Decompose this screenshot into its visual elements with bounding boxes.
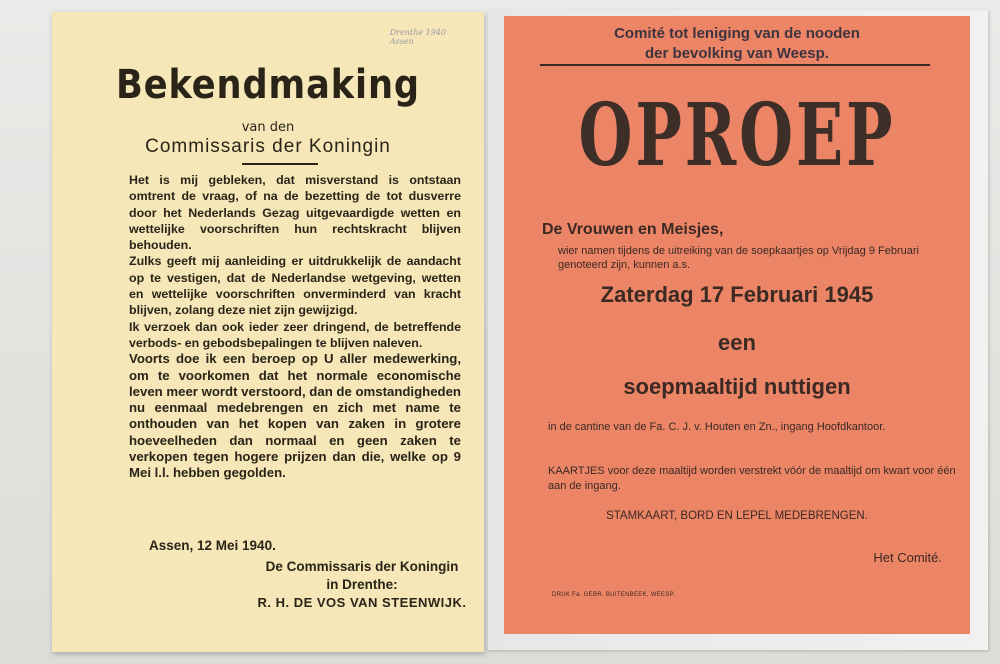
paragraph-4: Voorts doe ik een beroep op U aller medewerking, om te voorkomen dat het normale economische leven meer wordt verstoord, dan de omstandigheden nu eenmaal medebrengen en zich met name te onthouden van het kopen van zaken in grotere hoeveelheden dan normaal en geen zaken te verkopen tegen hogere prijzen dan die, welke op 9 Mei l.l. hebben gegolden.	[129, 351, 461, 481]
committee-signature: Het Comité.	[873, 550, 942, 565]
divider	[540, 64, 930, 66]
pencil-note-line-2: Assen	[389, 37, 414, 46]
event-date: Zaterdag 17 Februari 1945	[600, 282, 874, 307]
committee-line-2: der bevolking van Weesp.	[645, 45, 829, 62]
event-connector: een	[718, 330, 756, 355]
announcement-body	[129, 172, 461, 482]
printer-credit: DRUK Fa. GEBR. BUITENBEEK, WEESP.	[552, 592, 676, 598]
addressees: De Vrouwen en Meisjes,	[542, 221, 724, 238]
divider	[242, 163, 318, 165]
signature-title-line-2: in Drenthe:	[326, 577, 398, 592]
signature-title	[212, 558, 512, 594]
tickets-text: KAARTJES voor deze maaltijd worden verstrekt vóór de maaltijd om kwart voor één aan de ingang.	[548, 465, 956, 492]
pencil-note-line-1: Drenthe 1940	[389, 28, 446, 37]
paragraph-3: Ik verzoek dan ook ieder zeer dringend, de betreffende verbods- en gebodsbepalingen te blijven naleven.	[129, 319, 461, 350]
event-description: soepmaaltijd nuttigen	[623, 374, 851, 399]
bekendmaking-poster	[52, 12, 484, 652]
signature-title-line-1: De Commissaris der Koningin	[265, 559, 459, 574]
paragraph-1: Het is mij gebleken, dat misverstand is ontstaan omtrent de vraag, of na de bezetting de tot dusverre door het Nederlands Gezag uitgevaardigde wetten en wettelijke voorschriften hun rechtskracht blijven behouden.	[129, 173, 461, 253]
oproep-poster	[504, 16, 970, 634]
bring-items-text: STAMKAART, BORD EN LEPEL MEDEBRENGEN.	[606, 510, 868, 522]
paragraph-2: Zulks geeft mij aanleiding er uitdrukkelijk de aandacht op te vestigen, dat de Nederlandse wetgeving, wetten en wettelijke voorschriften onverminderd van kracht blijven, zolang deze niet zijn gewijzigd.	[129, 254, 461, 318]
location-text: in de cantine van de Fa. C. J. v. Houten en Zn., ingang Hoofdkantoor.	[548, 421, 886, 433]
pencil-annotation	[390, 28, 446, 46]
committee-header	[504, 24, 970, 64]
issue-date: Assen, 12 Mei 1940.	[149, 538, 276, 553]
poster-title: Bekendmaking	[115, 62, 421, 108]
poster-title: OPROEP	[578, 85, 896, 186]
poster-subtitle: van den	[241, 120, 295, 135]
authority-heading: Commissaris der Koningin	[145, 136, 391, 157]
intro-text: wier namen tijdens de uitreiking van de soepkaartjes op Vrijdag 9 Februari genoteerd zijn, kunnen a.s.	[558, 245, 919, 271]
signature-name: R. H. DE VOS VAN STEENWIJK.	[257, 595, 467, 610]
committee-line-1: Comité tot leniging van de nooden	[614, 25, 860, 42]
